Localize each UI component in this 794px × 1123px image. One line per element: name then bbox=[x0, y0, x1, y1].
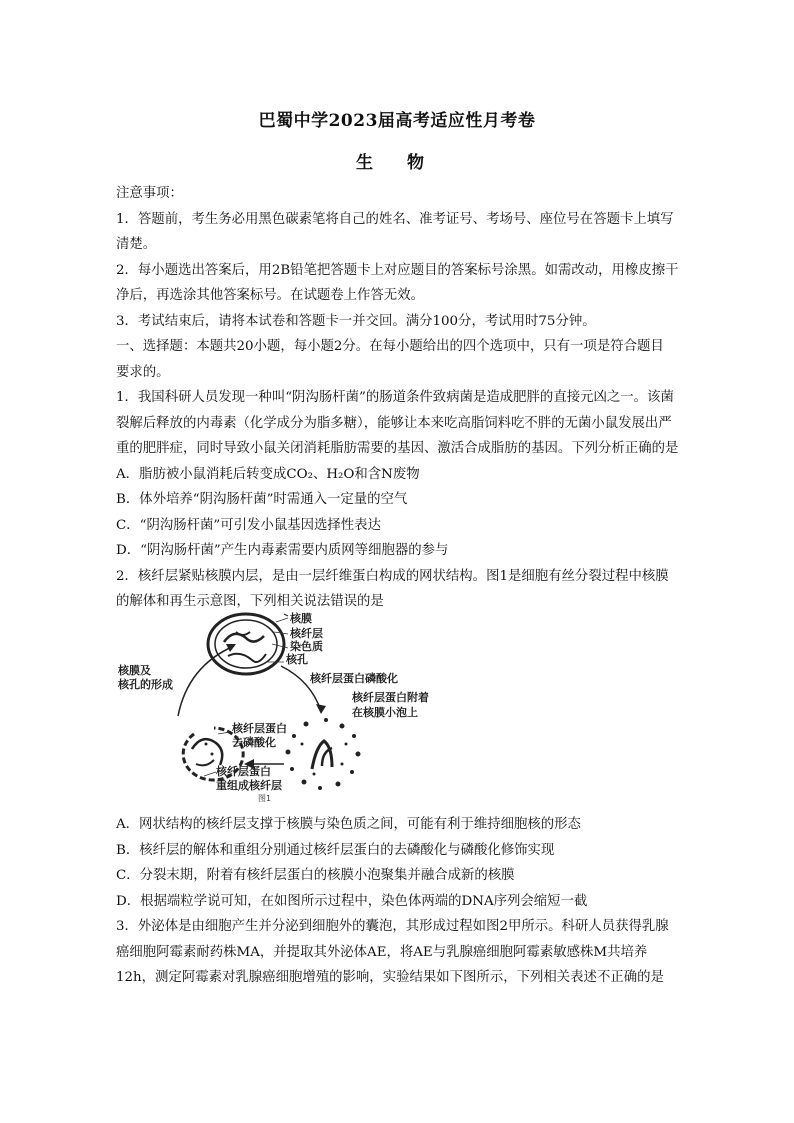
label-attach-1: 核纤层蛋白附着 bbox=[352, 691, 429, 704]
label-recomb-2: 重组成核纤层 bbox=[216, 779, 282, 792]
disassembled-nucleus bbox=[286, 719, 360, 790]
q1-option-b: B．体外培养“阴沟肠杆菌”时需通入一定量的空气 bbox=[116, 492, 408, 507]
notice-line: 2．每小题选出答案后，用2B铅笔把答题卡上对应题目的答案标号涂黑。如需改动，用橡皮擦干 bbox=[116, 262, 679, 278]
nuclear-envelope-diagram bbox=[116, 604, 446, 812]
q3-stem-line: 3．外泌体是由细胞产生并分泌到细胞外的囊泡，其形成过程如图2甲所示。科研人员获得乳腺 bbox=[116, 919, 669, 934]
label-nuclear-membrane: 核膜 bbox=[290, 612, 312, 625]
arrow-up bbox=[178, 646, 234, 716]
q1-stem-line: 1．我国科研人员发现一种叫“阴沟肠杆菌”的肠道条件致病菌是造成肥胖的直接元凶之一。该菌 bbox=[116, 390, 674, 405]
label-pore: 核孔 bbox=[286, 653, 308, 666]
q1-option-d: D．“阴沟肠杆菌”产生内毒素需要内质网等细胞器的参与 bbox=[116, 543, 449, 558]
q1-stem-line: 裂解后释放的内毒素（化学成分为脂多糖），能够让本来吃高脂饲料吃不胖的无菌小鼠发展出严 bbox=[116, 415, 672, 431]
q2-option-c: C．分裂末期，附着有核纤层蛋白的核膜小泡聚集并融合成新的核膜 bbox=[116, 868, 515, 883]
q2-option-b: B．核纤层的解体和重组分别通过核纤层蛋白的去磷酸化与磷酸化修饰实现 bbox=[116, 842, 555, 858]
q1-stem-line: 重的肥胖症，同时导致小鼠关闭消耗脂肪需要的基因、激活合成脂肪的基因。下列分析正确的是 bbox=[116, 441, 679, 456]
intact-nucleus bbox=[208, 614, 288, 674]
label-recomb-1: 核纤层蛋白 bbox=[216, 765, 271, 778]
q3-stem-line: 12h，测定阿霉素对乳腺癌细胞增殖的影响，实验结果如下图所示，下列相关表述不正确的是 bbox=[116, 970, 664, 985]
label-formation-1: 核膜及 bbox=[118, 664, 151, 677]
section-heading-cont: 要求的。 bbox=[116, 364, 170, 380]
label-phosphorylation: 核纤层蛋白磷酸化 bbox=[310, 672, 398, 685]
notice-line: 1．答题前，考生务必用黑色碳素笔将自己的姓名、准考证号、考场号、座位号在答题卡上填写 bbox=[116, 211, 674, 227]
notice-section bbox=[116, 181, 702, 385]
figure-1 bbox=[116, 604, 446, 812]
label-attach-2: 在核膜小泡上 bbox=[352, 706, 418, 719]
notice-line: 清楚。 bbox=[116, 237, 157, 252]
notice-line: 净后，再选涂其他答案标号。在试题卷上作答无效。 bbox=[116, 288, 424, 303]
q2-option-a: A．网状结构的核纤层支撑于核膜与染色质之间，可能有利于维持细胞核的形态 bbox=[116, 817, 581, 832]
label-dephos-2: 去磷酸化 bbox=[232, 736, 276, 749]
notice-heading: 注意事项： bbox=[116, 186, 183, 201]
q2-stem-line: 的解体和再生示意图，下列相关说法错误的是 bbox=[116, 594, 384, 609]
label-formation-2: 核孔的形成 bbox=[118, 678, 173, 691]
label-dephos-1: 核纤层蛋白 bbox=[232, 722, 287, 735]
notice-line: 3．考试结束后，请将本试卷和答题卡一并交回。满分100分，考试用时75分钟。 bbox=[116, 313, 596, 329]
q1-option-a: A．脂肪被小鼠消耗后转变成CO₂、H₂O和含N废物 bbox=[116, 466, 420, 482]
q2-option-d: D．根据端粒学说可知，在如图所示过程中，染色体两端的DNA序列会缩短一截 bbox=[116, 893, 588, 909]
q3-stem-line: 癌细胞阿霉素耐药株MA，并提取其外泌体AE，将AE与乳腺癌细胞阿霉素敏感株M共培养 bbox=[116, 944, 648, 960]
q1-option-c: C．“阴沟肠杆菌”可引发小鼠基因选择性表达 bbox=[116, 517, 381, 533]
question-1 bbox=[116, 385, 702, 615]
exam-title: 巴蜀中学2023届高考适应性月考卷 bbox=[258, 111, 536, 131]
question-2-options bbox=[116, 812, 702, 991]
subject-title: 生 物 bbox=[356, 153, 438, 173]
q2-stem-line: 2．核纤层紧贴核膜内层，是由一层纤维蛋白构成的网状结构。图1是细胞有丝分裂过程中核膜 bbox=[116, 568, 669, 584]
label-lamina: 核纤层 bbox=[290, 627, 323, 640]
figure-caption: 图1 bbox=[258, 794, 272, 803]
label-chromatin: 染色质 bbox=[290, 640, 323, 653]
section-heading: 一、选择题：本题共20小题，每小题2分。在每小题给出的四个选项中，只有一项是符合题目 bbox=[116, 339, 664, 354]
